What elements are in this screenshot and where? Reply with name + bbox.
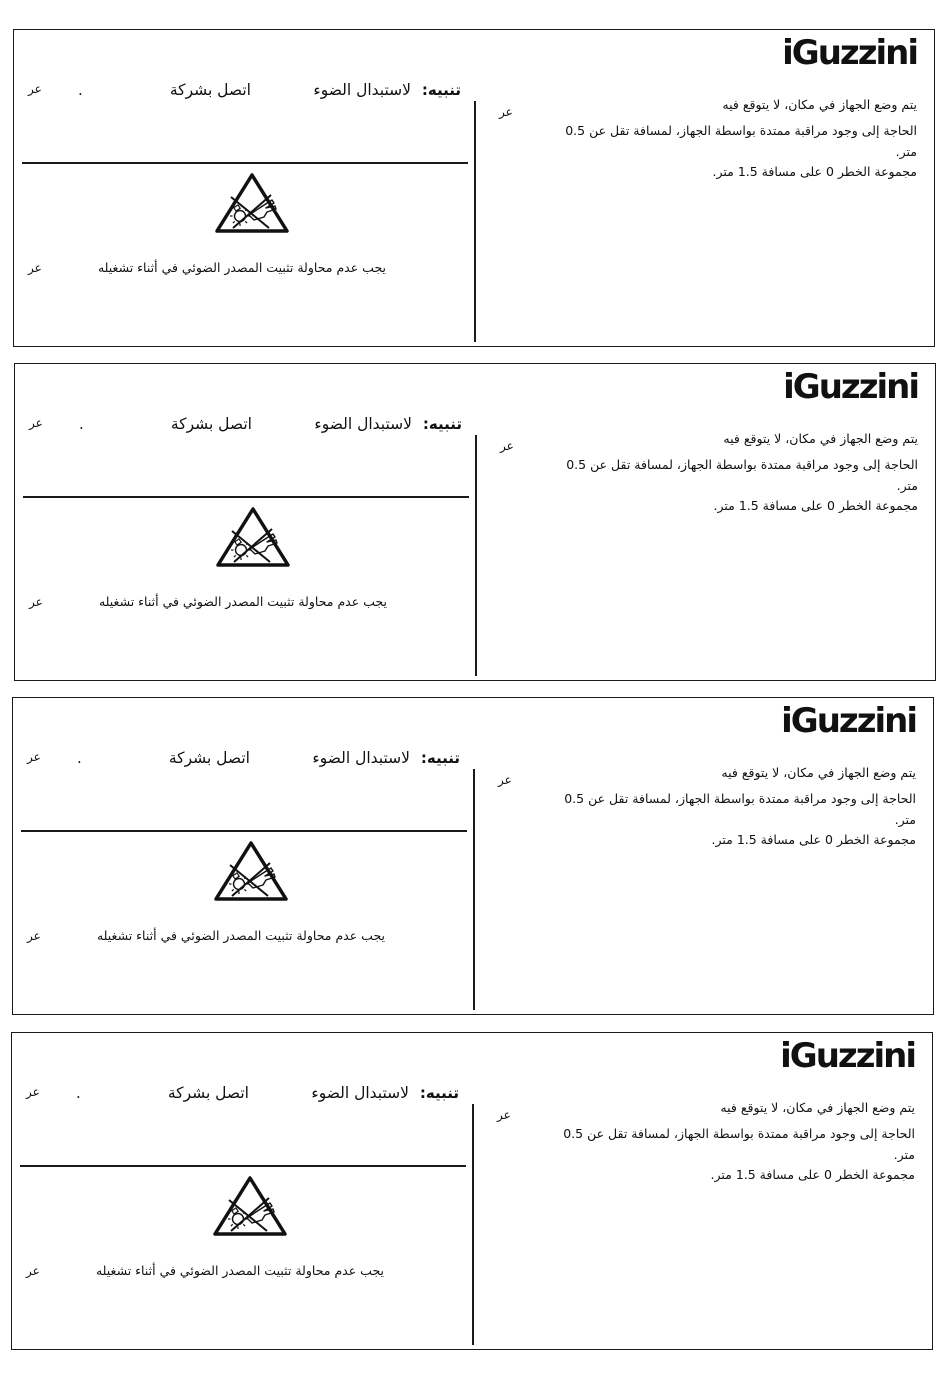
language-code: عر xyxy=(497,1108,511,1122)
warning-label: تنبيه: xyxy=(420,749,460,767)
risk-notice-line: متر. xyxy=(896,478,918,493)
warning-period: . xyxy=(77,749,82,767)
risk-notice-line: يتم وضع الجهاز في مكان، لا يتوقع فيه xyxy=(723,431,918,446)
warning-text-replace-lamp: لاستبدال الضوء xyxy=(312,749,410,767)
warning-text-replace-lamp: لاستبدال الضوء xyxy=(311,1084,409,1102)
column-divider xyxy=(474,101,476,342)
warning-period: . xyxy=(78,81,83,99)
section-divider xyxy=(20,1165,466,1167)
column-divider xyxy=(473,769,475,1010)
language-code: عر xyxy=(29,595,43,609)
section-divider xyxy=(21,830,467,832)
iguzzini-logo: iGuzzini xyxy=(781,701,916,741)
warning-text-contact: اتصل بشركة xyxy=(168,749,250,767)
language-code: عر xyxy=(498,773,512,787)
warning-text-contact: اتصل بشركة xyxy=(170,415,252,433)
risk-notice-line: الحاجة إلى وجود مراقبة ممتدة بواسطة الجهاز، لمسافة تقل عن 0.5 xyxy=(563,1126,915,1141)
hot-lamp-no-touch-icon xyxy=(213,170,291,236)
section-divider xyxy=(22,162,468,164)
risk-notice-line: الحاجة إلى وجود مراقبة ممتدة بواسطة الجهاز، لمسافة تقل عن 0.5 xyxy=(565,123,917,138)
instruction-text: يجب عدم محاولة تثبيت المصدر الضوئي في أثناء تشغيله xyxy=(98,594,387,609)
iguzzini-logo: iGuzzini xyxy=(780,1036,915,1076)
label-panel xyxy=(13,29,935,347)
risk-notice-line: متر. xyxy=(895,144,917,159)
warning-period: . xyxy=(79,415,84,433)
instruction-text: يجب عدم محاولة تثبيت المصدر الضوئي في أثناء تشغيله xyxy=(97,260,386,275)
language-code: عر xyxy=(500,439,514,453)
warning-label: تنبيه: xyxy=(422,415,462,433)
language-code: عر xyxy=(26,1085,40,1099)
warning-period: . xyxy=(76,1084,81,1102)
label-panel xyxy=(14,363,936,681)
section-divider xyxy=(23,496,469,498)
risk-notice-line: متر. xyxy=(893,1147,915,1162)
warning-label: تنبيه: xyxy=(419,1084,459,1102)
hot-lamp-no-touch-icon xyxy=(211,1173,289,1239)
risk-group-line: مجموعة الخطر 0 على مسافة 1.5 متر. xyxy=(711,832,916,847)
language-code: عر xyxy=(29,416,43,430)
label-panel xyxy=(11,1032,933,1350)
risk-notice-line: الحاجة إلى وجود مراقبة ممتدة بواسطة الجهاز، لمسافة تقل عن 0.5 xyxy=(564,791,916,806)
column-divider xyxy=(475,435,477,676)
risk-group-line: مجموعة الخطر 0 على مسافة 1.5 متر. xyxy=(713,498,918,513)
risk-notice-line: يتم وضع الجهاز في مكان، لا يتوقع فيه xyxy=(722,97,917,112)
warning-text-replace-lamp: لاستبدال الضوء xyxy=(314,415,412,433)
instruction-text: يجب عدم محاولة تثبيت المصدر الضوئي في أثناء تشغيله xyxy=(96,928,385,943)
language-code: عر xyxy=(28,82,42,96)
language-code: عر xyxy=(28,261,42,275)
warning-text-replace-lamp: لاستبدال الضوء xyxy=(313,81,411,99)
language-code: عر xyxy=(27,929,41,943)
risk-group-line: مجموعة الخطر 0 على مسافة 1.5 متر. xyxy=(710,1167,915,1182)
risk-notice-line: الحاجة إلى وجود مراقبة ممتدة بواسطة الجهاز، لمسافة تقل عن 0.5 xyxy=(566,457,918,472)
warning-text-contact: اتصل بشركة xyxy=(167,1084,249,1102)
instruction-text: يجب عدم محاولة تثبيت المصدر الضوئي في أثناء تشغيله xyxy=(95,1263,384,1278)
risk-notice-line: يتم وضع الجهاز في مكان، لا يتوقع فيه xyxy=(720,1100,915,1115)
language-code: عر xyxy=(26,1264,40,1278)
language-code: عر xyxy=(27,750,41,764)
hot-lamp-no-touch-icon xyxy=(212,838,290,904)
language-code: عر xyxy=(499,105,513,119)
warning-label: تنبيه: xyxy=(421,81,461,99)
risk-group-line: مجموعة الخطر 0 على مسافة 1.5 متر. xyxy=(712,164,917,179)
hot-lamp-no-touch-icon xyxy=(214,504,292,570)
label-panel xyxy=(12,697,934,1015)
iguzzini-logo: iGuzzini xyxy=(783,367,918,407)
risk-notice-line: متر. xyxy=(894,812,916,827)
warning-text-contact: اتصل بشركة xyxy=(169,81,251,99)
column-divider xyxy=(472,1104,474,1345)
iguzzini-logo: iGuzzini xyxy=(782,33,917,73)
risk-notice-line: يتم وضع الجهاز في مكان، لا يتوقع فيه xyxy=(721,765,916,780)
